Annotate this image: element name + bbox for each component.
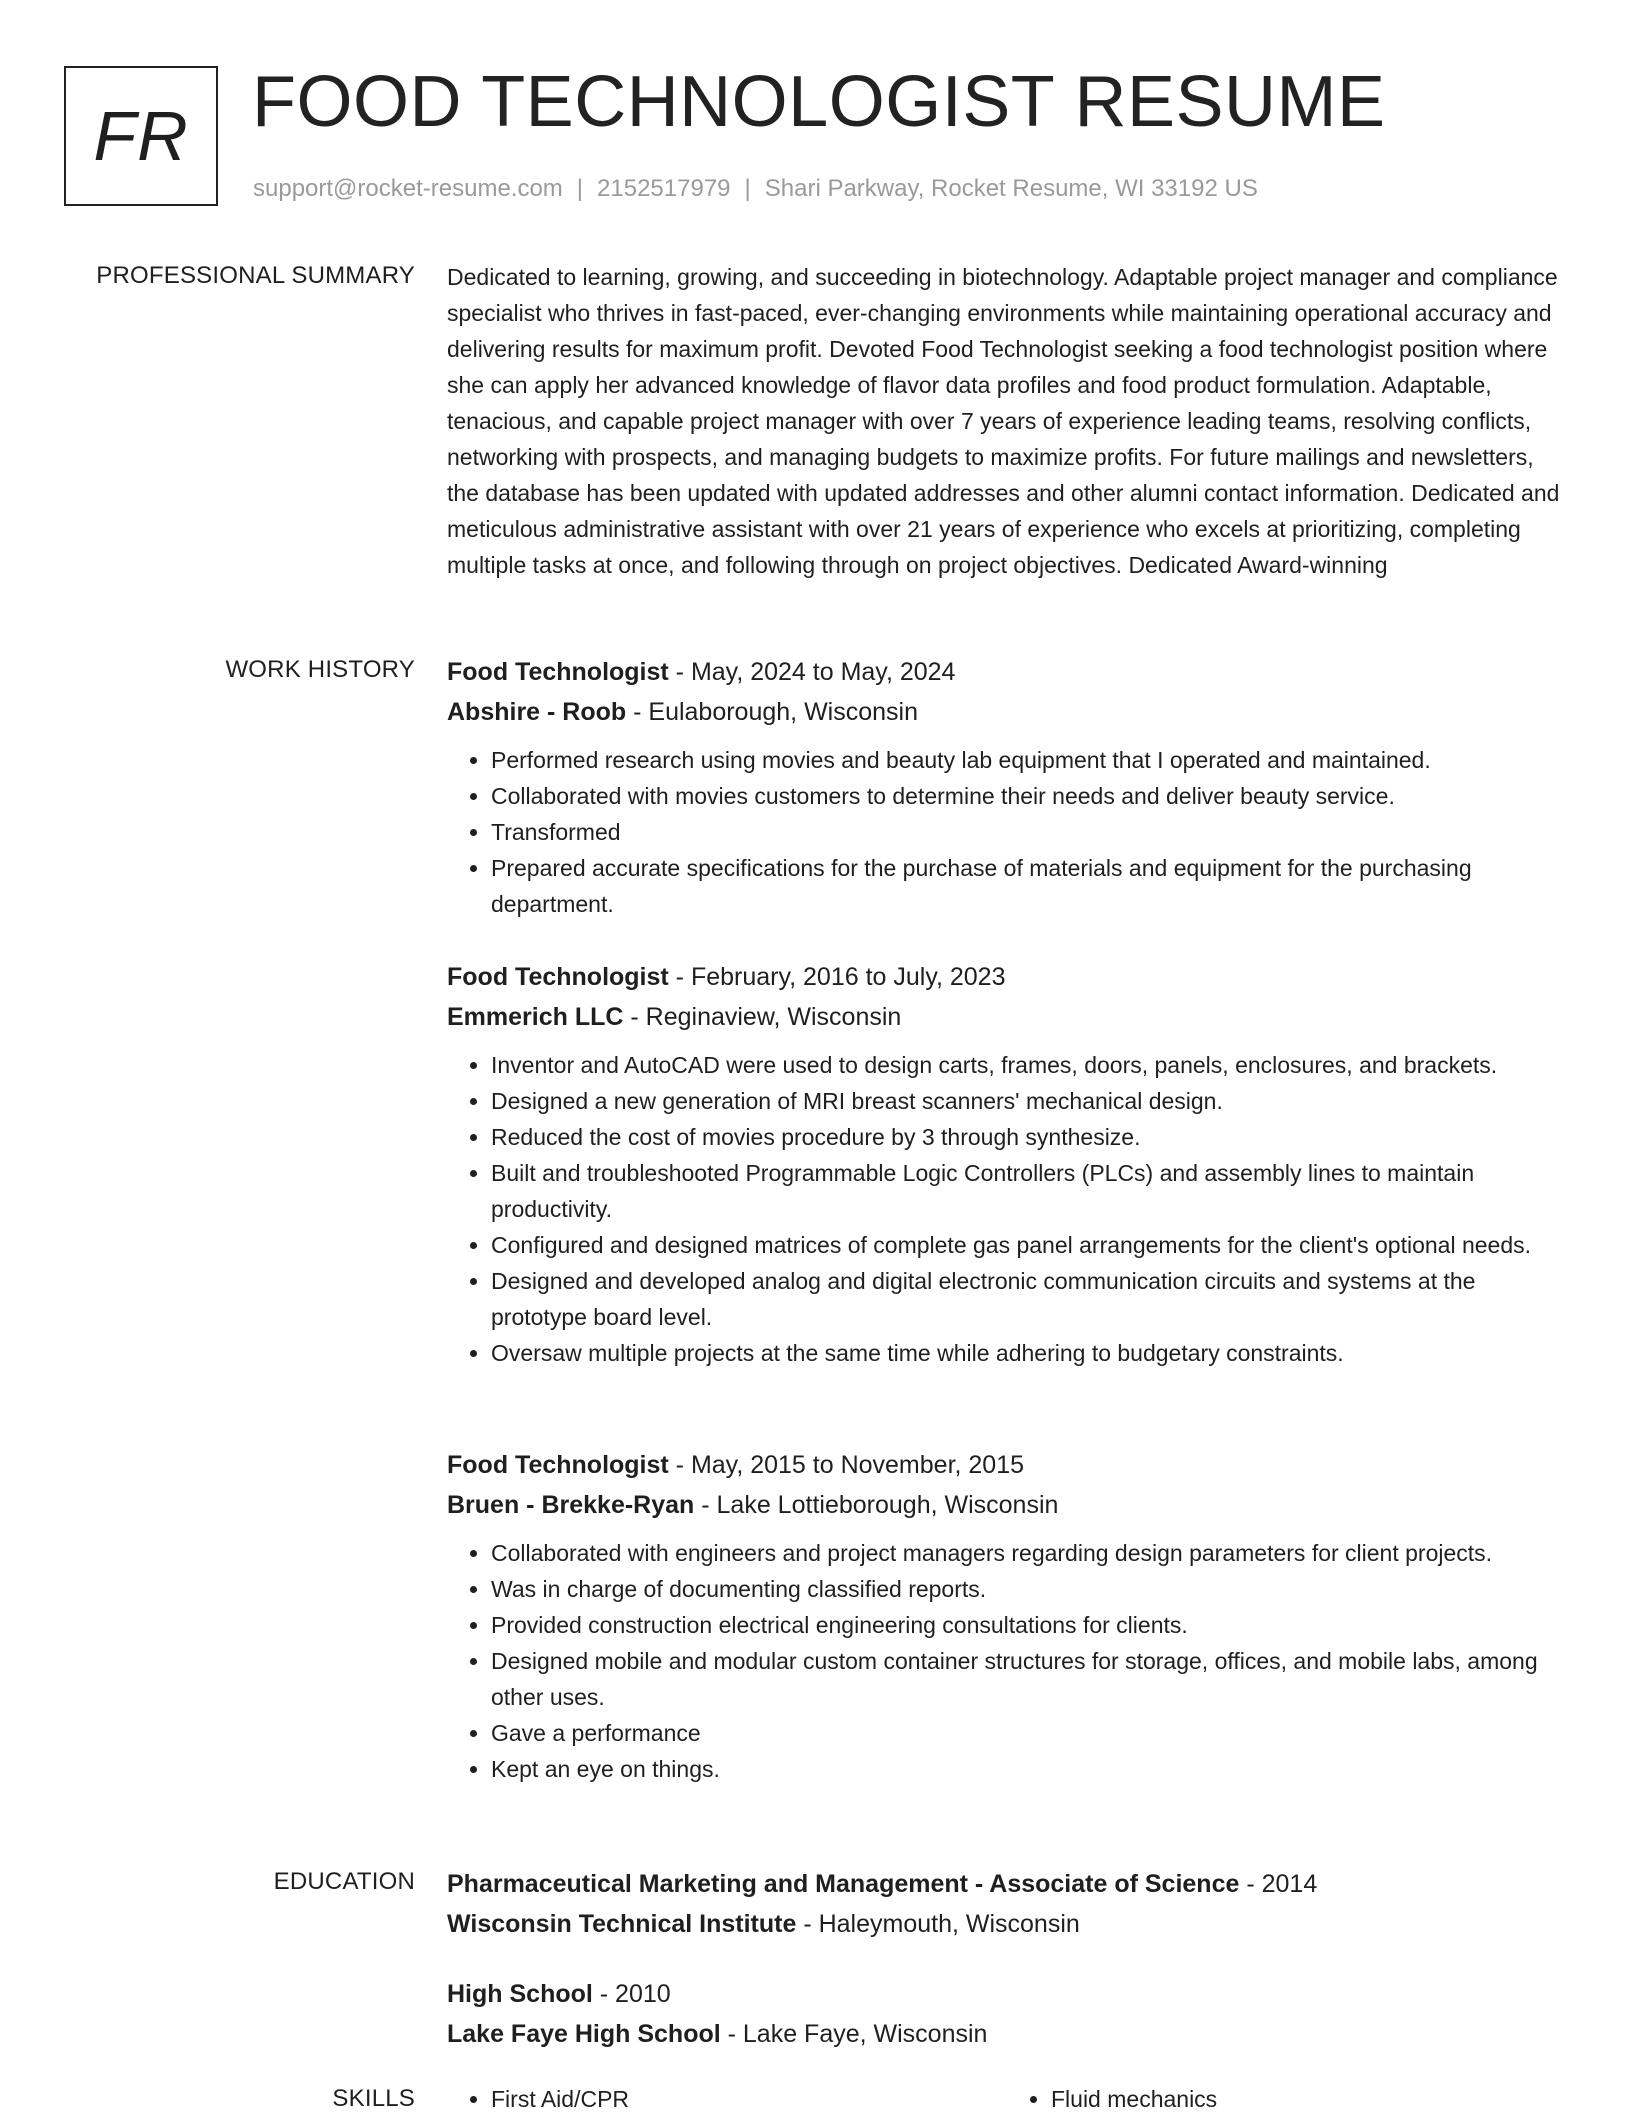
job-entry (447, 957, 1567, 1371)
job-company: Emmerich LLC (447, 1003, 624, 1031)
contact-separator: | (744, 175, 751, 202)
job-bullets (447, 1535, 1567, 1787)
list-item: • Collaborated with engineers and project managers regarding design parameters for client projects. (491, 1535, 1567, 1571)
summary-text: Dedicated to learning, growing, and succeeding in biotechnology. Adaptable project manager and compliance specialist who thrives in fast-paced, ever-changing environments while maintaining operational accuracy and delivering results for maximum profit. Devoted Food Technologist seeking a food technologist position where she can apply her advanced knowledge of flavor data profiles and food product formulation. Adaptable, tenacious, and capable project manager with over 7 years of experience leading teams, resolving conflicts, networking with prospects, and managing budgets to maximize profits. For future mailings and newsletters, the database has been updated with updated addresses and other alumni contact information. Dedicated and meticulous administrative assistant with over 21 years of experience who excels at prioritizing, completing multiple tasks at once, and following through on project objectives. Dedicated Award-winning (447, 264, 1560, 578)
education-school: Wisconsin Technical Institute (447, 1910, 797, 1938)
job-title-line (447, 652, 1567, 692)
education-location: - Haleymouth, Wisconsin (796, 1910, 1080, 1938)
job-dates: - February, 2016 to July, 2023 (668, 963, 1006, 991)
list-item: • Performed research using movies and beauty lab equipment that I operated and maintained. (491, 742, 1567, 778)
contact-separator: | (576, 175, 584, 202)
job-title-line (447, 957, 1567, 997)
list-item: • Transformed (491, 814, 1567, 850)
list-item: • Kept an eye on things. (491, 1751, 1567, 1787)
education-school-line (447, 2014, 1567, 2054)
list-item: • Designed mobile and modular custom container structures for storage, offices, and mobile labs, among other uses. (491, 1643, 1567, 1715)
job-company-line (447, 997, 1567, 1037)
summary-section (447, 259, 1567, 583)
education-location: - Lake Faye, Wisconsin (720, 2020, 988, 2048)
job-location: - Reginaview, Wisconsin (623, 1003, 902, 1031)
skill-item: • Fluid mechanics (1051, 2081, 1567, 2117)
education-school: Lake Faye High School (447, 2020, 721, 2048)
job-location: - Lake Lottieborough, Wisconsin (694, 1491, 1059, 1519)
contact-phone[interactable]: 2152517979 (597, 175, 731, 202)
job-title: Food Technologist (447, 1451, 669, 1479)
job-title-line (447, 1445, 1567, 1485)
list-item: • Designed a new generation of MRI breast scanners' mechanical design. (491, 1083, 1567, 1119)
job-dates: - May, 2024 to May, 2024 (668, 658, 956, 686)
list-item: • Oversaw multiple projects at the same time while adhering to budgetary constraints. (491, 1335, 1567, 1371)
job-company-line (447, 692, 1567, 732)
list-item: • Gave a performance (491, 1715, 1567, 1751)
section-label-summary: PROFESSIONAL SUMMARY (96, 262, 415, 289)
education-degree: High School (447, 1980, 593, 2008)
job-bullets (447, 742, 1567, 922)
contact-line (253, 175, 1258, 203)
education-year: - 2014 (1239, 1870, 1318, 1898)
section-label-work-history: WORK HISTORY (225, 656, 415, 683)
job-company: Bruen - Brekke-Ryan (447, 1491, 695, 1519)
job-entry (447, 652, 1567, 922)
job-title: Food Technologist (447, 658, 669, 686)
list-item: • Inventor and AutoCAD were used to design carts, frames, doors, panels, enclosures, and brackets. (491, 1047, 1567, 1083)
list-item: • Provided construction electrical engineering consultations for clients. (491, 1607, 1567, 1643)
list-item: • Designed and developed analog and digital electronic communication circuits and systems at the prototype board level. (491, 1263, 1567, 1335)
section-label-education: EDUCATION (273, 1868, 415, 1895)
monogram-logo: FR (64, 66, 218, 206)
contact-email[interactable]: support@rocket-resume.com (253, 175, 563, 202)
education-degree: Pharmaceutical Marketing and Management - Associate of Science (447, 1870, 1240, 1898)
list-item: • Reduced the cost of movies procedure by 3 through synthesize. (491, 1119, 1567, 1155)
contact-address: Shari Parkway, Rocket Resume, WI 33192 US (764, 175, 1258, 202)
page-title: FOOD TECHNOLOGIST RESUME (252, 62, 1386, 142)
job-location: - Eulaborough, Wisconsin (626, 698, 918, 726)
job-dates: - May, 2015 to November, 2015 (668, 1451, 1025, 1479)
education-degree-line (447, 1974, 1567, 2014)
job-title: Food Technologist (447, 963, 669, 991)
list-item: • Built and troubleshooted Programmable Logic Controllers (PLCs) and assembly lines to maintain productivity. (491, 1155, 1567, 1227)
education-year: - 2010 (592, 1980, 671, 2008)
section-label-skills: SKILLS (332, 2085, 415, 2112)
job-company: Abshire - Roob (447, 698, 627, 726)
education-entry (447, 1974, 1567, 2054)
job-bullets (447, 1047, 1567, 1371)
education-school-line (447, 1904, 1567, 1944)
education-entry (447, 1864, 1567, 1944)
list-item: • Configured and designed matrices of complete gas panel arrangements for the client's optional needs. (491, 1227, 1567, 1263)
list-item: • Prepared accurate specifications for the purchase of materials and equipment for the purchasing department. (491, 850, 1567, 922)
skill-item: • First Aid/CPR (491, 2081, 1007, 2117)
job-company-line (447, 1485, 1567, 1525)
education-degree-line (447, 1864, 1567, 1904)
list-item: • Was in charge of documenting classified reports. (491, 1571, 1567, 1607)
job-entry (447, 1445, 1567, 1787)
list-item: • Collaborated with movies customers to determine their needs and deliver beauty service. (491, 778, 1567, 814)
